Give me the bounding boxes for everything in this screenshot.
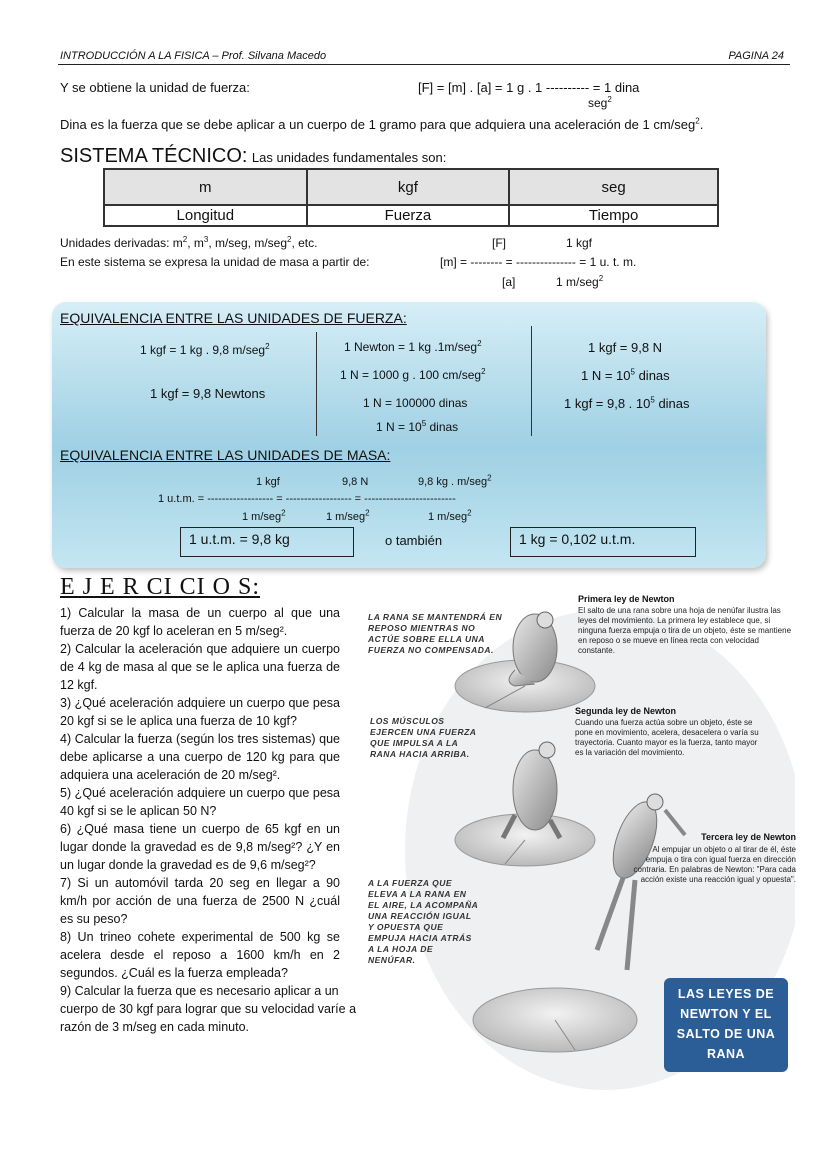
caption-muscles: LOS MÚSCULOS EJERCEN UNA FUERZA QUE IMPULSA A LA RANA HACIA ARRIBA. [370, 716, 477, 759]
table-cell: Tiempo [509, 205, 718, 226]
mass-eq-n3: 9,8 kg . m/seg$^2$ [418, 473, 492, 488]
mass-formula-numerator-F: [F] [492, 236, 506, 250]
mass-eq-d1: 1 m/seg$^2$ [242, 508, 286, 523]
page-number: PAGINA 24 [728, 50, 784, 62]
force-unit-formula: [F] = [m] . [a] = 1 g . 1 ---------- = 1 dina [418, 80, 640, 95]
mass-eq-d3: 1 m/seg$^2$ [428, 508, 472, 523]
law2-title: Segunda ley de Newton [575, 706, 677, 716]
header-rule [58, 64, 790, 65]
sistema-tecnico-heading: SISTEMA TÉCNICO: Las unidades fundamentales son: [60, 145, 447, 167]
force-equivalence-heading: EQUIVALENCIA ENTRE LAS UNIDADES DE FUERZA: [60, 310, 407, 326]
force-unit-denominator: seg$^2$ [588, 95, 612, 110]
law1-title: Primera ley de Newton [578, 594, 675, 604]
mass-formula: [m] = -------- = --------------- = 1 u. t. m. [440, 255, 637, 269]
mass-formula-den-a: [a] [502, 275, 516, 289]
mass-eq-line: 1 u.t.m. = ------------------ = ------------------ = ------------------------- [158, 493, 456, 505]
force-eq-c2-1: 1 Newton = 1 kg .1m/seg$^2$ [344, 339, 482, 354]
mass-eq-d2: 1 m/seg$^2$ [326, 508, 370, 523]
exercise-item: 5) ¿Qué aceleración adquiere un cuerpo que pesa 40 kgf si se le aplican 50 N? [60, 786, 340, 818]
page-header-left: INTRODUCCIÓN A LA FISICA – Prof. Silvana Macedo [60, 50, 327, 62]
exercises-title: E J E R CI CI O S: [60, 574, 261, 600]
law3-body: Al empujar un objeto o al tirar de él, éste empuja o tira con igual fuerza en dirección contraria. En palabras de Newton: "Para cada acción existe una reacción igual y opuesta". [633, 845, 796, 884]
mass-formula-den-ms: 1 m/seg$^2$ [556, 274, 604, 289]
force-eq-c3-1: 1 kgf = 9,8 N [588, 340, 663, 355]
dina-definition: Dina es la fuerza que se debe aplicar a un cuerpo de 1 gramo para que adquiera una aceleración de 1 cm/seg$^2$. [60, 116, 704, 132]
exercise-item: 9) Calcular la fuerza que es necesario aplicar a un cuerpo de 30 kgf para lograr que su velocidad varíe a razón de 3 m/seg en cada minuto. [60, 984, 357, 1034]
table-cell: kgf [307, 169, 510, 205]
derived-units: Unidades derivadas: $m^2$, $m^3$, m/seg, m/seg$^2$, etc. [60, 235, 318, 250]
mass-unit-line: En este sistema se expresa la unidad de masa a partir de: [60, 255, 370, 269]
utm-result-box: 1 u.t.m. = 9,8 kg [180, 527, 354, 557]
also-label: o también [385, 533, 443, 548]
exercise-list [60, 604, 357, 1036]
law2-body: Cuando una fuerza actúa sobre un objeto, éste se pone en movimiento, acelera, desacelera o varía su trayectoria. Cuanto mayor es la fuerza, tanto mayor es la variación del movimiento. [575, 718, 759, 757]
table-cell: m [104, 169, 307, 205]
law3-title: Tercera ley de Newton [701, 832, 796, 842]
force-eq-c3-2: 1 $N = 10^5$ dinas [581, 367, 670, 383]
law1-body: El salto de una rana sobre una hoja de nenúfar ilustra las leyes del movimiento. La primera ley establece que, si ninguna fuerza empuja o tira de un objeto, éste se mantiene en reposo o se mueve en línea recta con velocidad constante. [578, 606, 792, 655]
exercise-item: 4) Calcular la fuerza (según los tres sistemas) que debe aplicarse a una cuerpo de 120 kg para que adquiera una aceleración de 20 m/seg². [60, 732, 340, 782]
force-eq-c1-2: 1 kgf = 9,8 Newtons [150, 386, 266, 401]
table-cell: seg [509, 169, 718, 205]
force-unit-lead: Y se obtiene la unidad de fuerza: [60, 80, 250, 95]
mass-formula-numerator-kgf: 1 kgf [566, 236, 593, 250]
table-cell: Longitud [104, 205, 307, 226]
fundamental-units-table [103, 168, 719, 227]
column-divider [531, 326, 532, 436]
force-eq-c2-2: 1 N = 1000 g . 100 cm/seg$^2$ [340, 367, 486, 382]
force-eq-c2-4: 1 $N = 10^5$ dinas [376, 419, 459, 434]
force-eq-c2-3: 1 N = 100000 dinas [363, 396, 468, 410]
mass-equivalence-heading: EQUIVALENCIA ENTRE LAS UNIDADES DE MASA: [60, 447, 391, 463]
mass-eq-n2: 9,8 N [342, 476, 369, 488]
exercise-item: 1) Calcular la masa de un cuerpo al que una fuerza de 20 kgf lo aceleran en 5 m/seg². [60, 606, 340, 638]
exercise-item: 7) Si un automóvil tarda 20 seg en llegar a 90 km/h por acción de una fuerza de 2500 N ¿cuál es su peso? [60, 876, 340, 926]
exercise-item: 6) ¿Qué masa tiene un cuerpo de 65 kgf en un lugar donde la gravedad es de 9,8 m/seg²? ¿Y en un lugar donde la gravedad es de 9,6 m/seg²? [60, 822, 340, 872]
figure-title-badge: LAS LEYES DE NEWTON Y EL SALTO DE UNA RANA [664, 978, 788, 1072]
mass-eq-n1: 1 kgf [256, 476, 280, 488]
lily-pad-3 [473, 988, 637, 1052]
exercise-item: 3) ¿Qué aceleración adquiere un cuerpo que pesa 20 kgf si se le aplica una fuerza de 10 kgf? [60, 696, 340, 728]
caption-reaction: A LA FUERZA QUE ELEVA A LA RANA EN EL AIRE, LA ACOMPAÑA UNA REACCIÓN IGUAL Y OPUESTA QUE EMPUJA HACIA ATRÁS A LA HOJA DE NENÚFAR. [368, 878, 478, 965]
caption-rest: LA RANA SE MANTENDRÁ EN REPOSO MIENTRAS NO ACTÚE SOBRE ELLA UNA FUERZA NO COMPENSADA. [368, 612, 503, 655]
kg-result-box: 1 kg = 0,102 u.t.m. [510, 527, 696, 557]
table-cell: Fuerza [307, 205, 510, 226]
exercise-item: 8) Un trineo cohete experimental de 500 kg se acelera desde el reposo a 1600 km/h en 2 segundos. ¿Cuál es la fuerza empleada? [60, 930, 340, 980]
exercise-item: 2) Calcular la aceleración que adquiere un cuerpo de 4 kg de masa al que se le aplica una fuerza de 12 kgf. [60, 642, 340, 692]
force-eq-c3-3: 1 kgf = 9,8 . $10^5$ dinas [564, 395, 690, 411]
column-divider [316, 332, 317, 436]
force-eq-c1-1: 1 kgf = 1 kg . 9,8 m/seg$^2$ [140, 342, 270, 357]
